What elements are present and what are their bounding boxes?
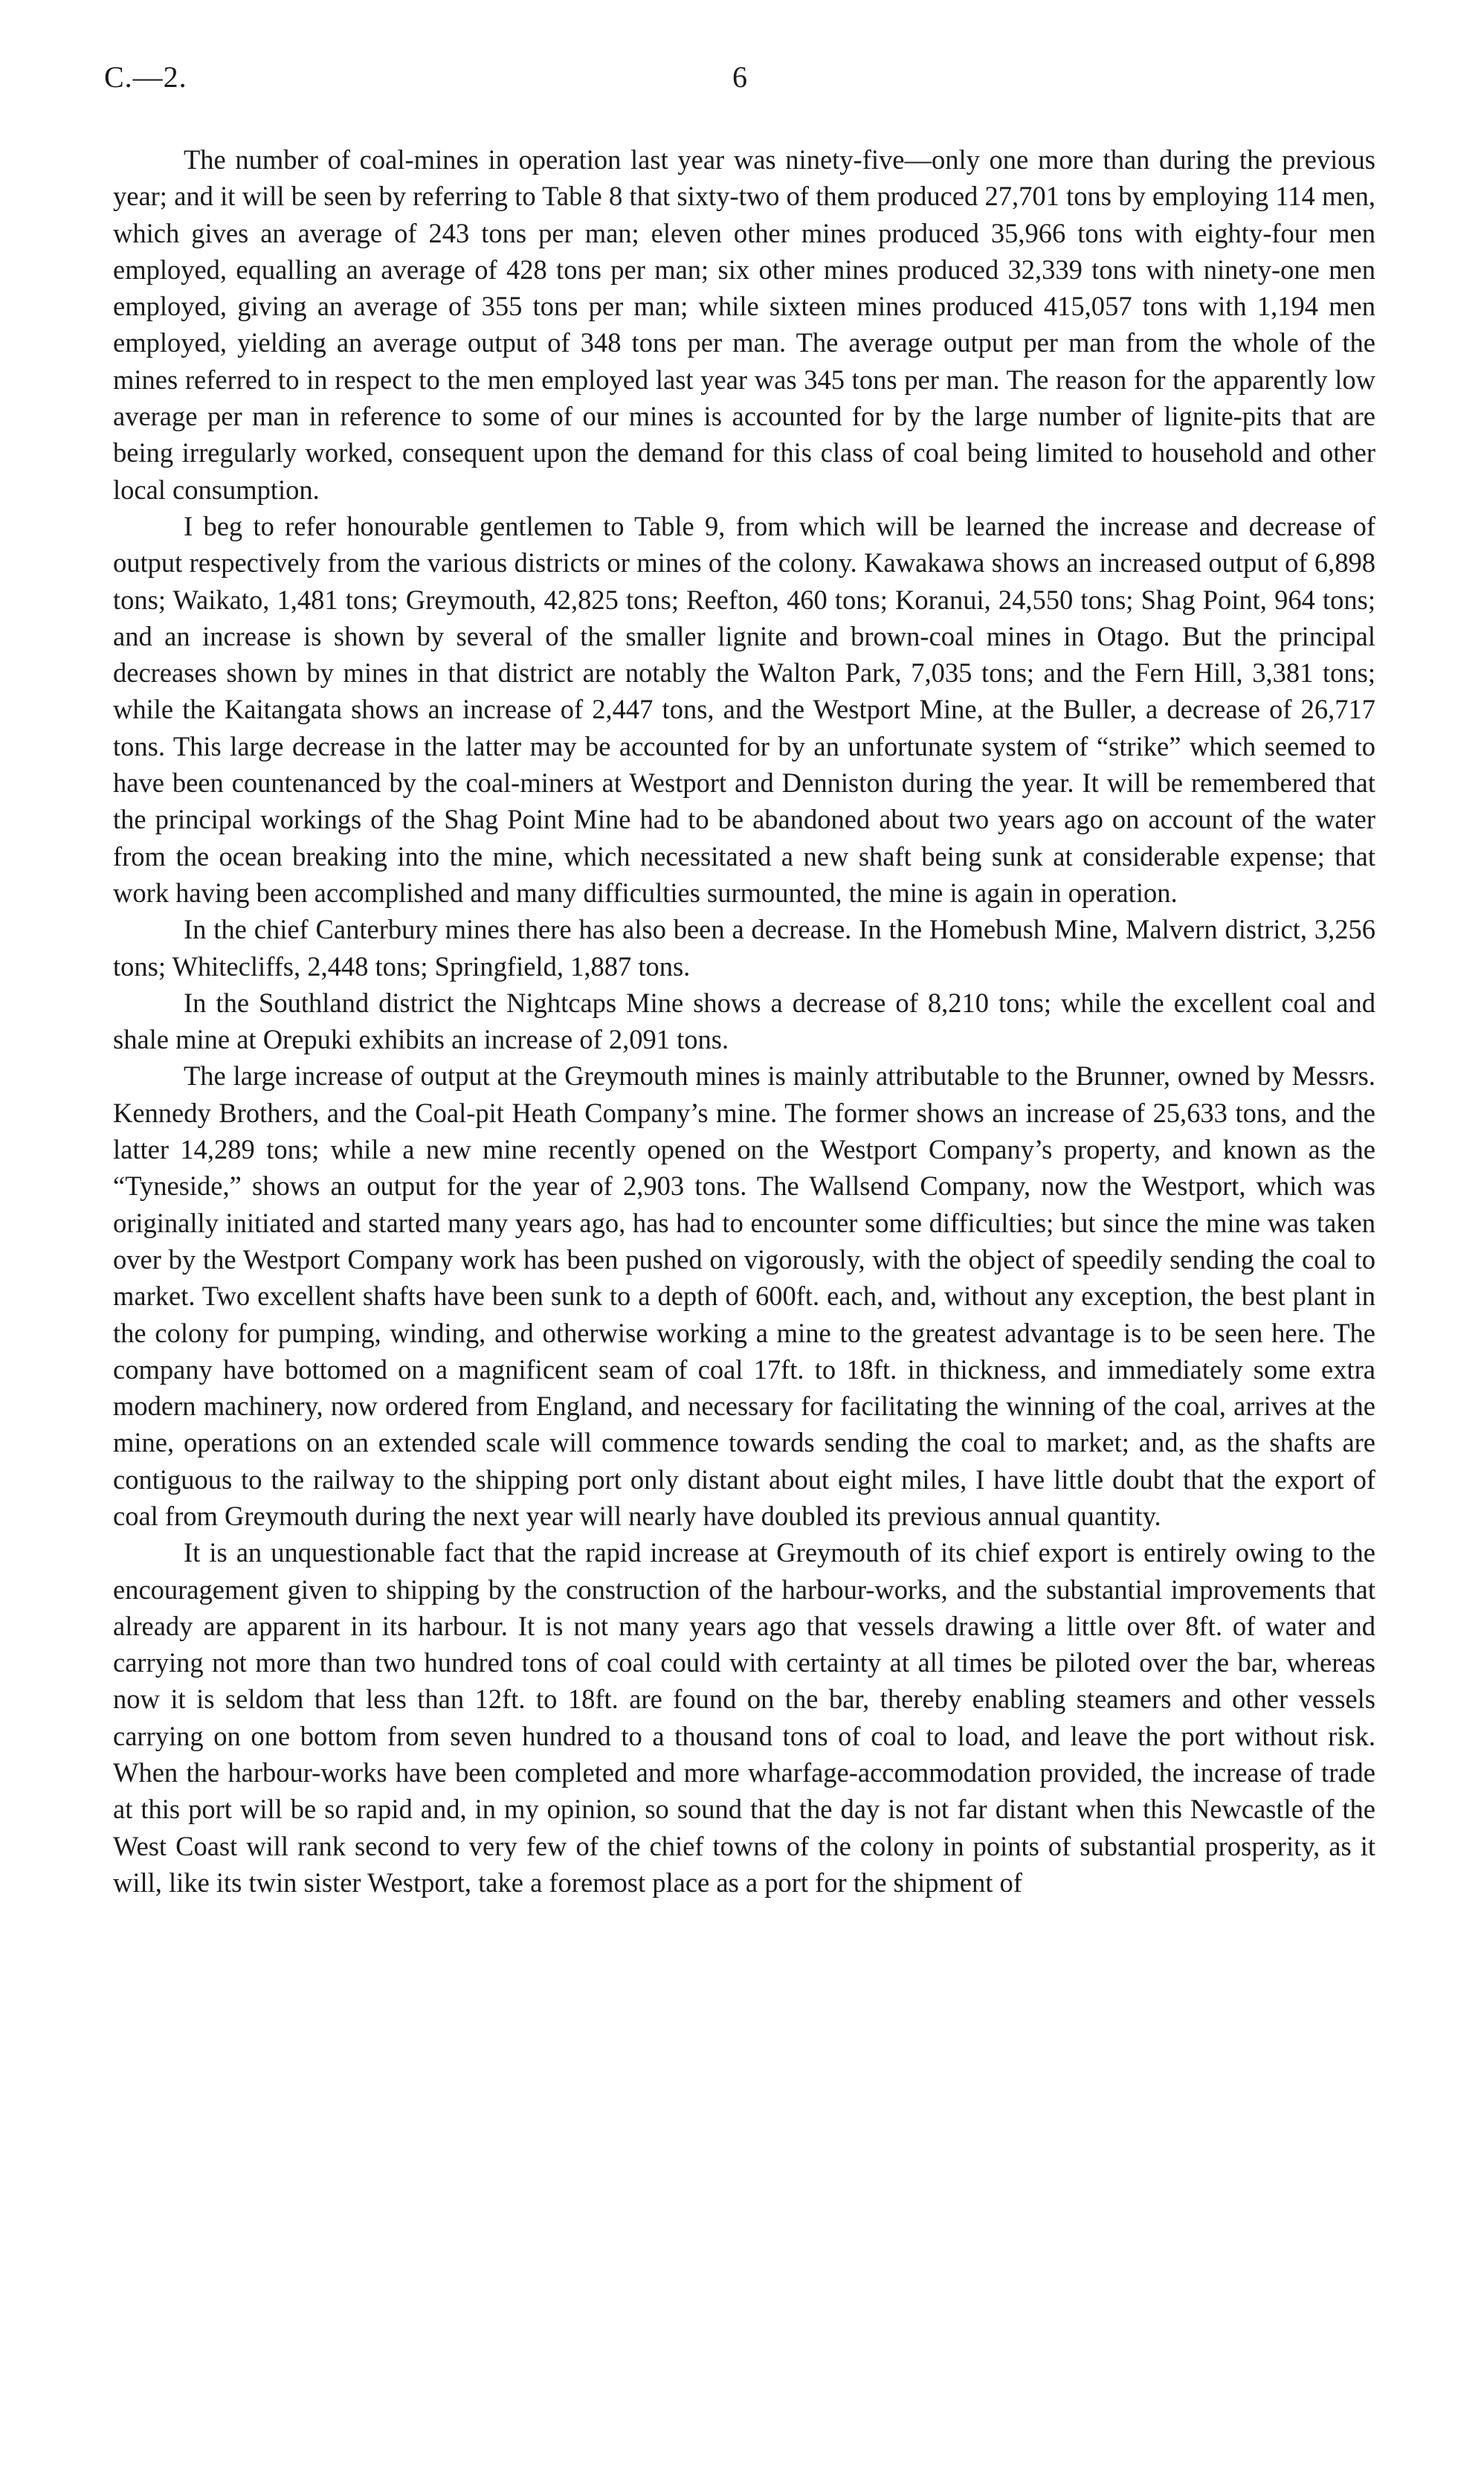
paragraph-output-by-district: I beg to refer honourable gentlemen to Table 9, from which will be learned the increase and decrease of output respectively from the various districts or mines of the colony. Kawakawa shows an increased output of 6,898 tons; Waikato, 1,481 tons; Greymouth, 42,825 tons; Reefton, 460 tons; Koranui, 24,550 tons; Shag Point, 964 tons; and an increase is shown by several of the smaller lignite and brown-coal mines in Otago. But the principal decreases shown by mines in that district are notably the Walton Park, 7,035 tons; and the Fern Hill, 3,381 tons; while the Kaitangata shows an increase of 2,447 tons, and the Westport Mine, at the Buller, a decrease of 26,717 tons. This large decrease in the latter may be accounted for by an unfortunate system of “strike” which seemed to have been countenanced by the coal-miners at Westport and Denniston during the year. It will be remembered that the principal workings of the Shag Point Mine had to be abandoned about two years ago on account of the water from the ocean breaking into the mine, which necessitated a new shaft being sunk at considerable expense; that work having been accomplished and many difficulties surmounted, the mine is again in operation. bbox=[113, 510, 1375, 908]
page-header bbox=[104, 59, 1383, 104]
paragraph-greymouth-increase: The large increase of output at the Greymouth mines is mainly attributable to the Brunner, owned by Messrs. Kennedy Brothers, and the Coal-pit Heath Company’s mine. The former shows an increase of 25,633 tons, and the latter 14,289 tons; while a new mine recently opened on the Westport Company’s property, and known as the “Tyneside,” shows an output for the year of 2,903 tons. The Wallsend Company, now the Westport, which was originally initiated and started many years ago, has had to encounter some difficulties; but since the mine was taken over by the Westport Company work has been pushed on vigorously, with the object of speedily sending the coal to market. Two excellent shafts have been sunk to a depth of 600ft. each, and, without any exception, the best plant in the colony for pumping, winding, and otherwise working a mine to the greatest advantage is to be seen here. The company have bottomed on a magnificent seam of coal 17ft. to 18ft. in thickness, and immediately some extra modern machinery, now ordered from England, and necessary for facilitating the winning of the coal, arrives at the mine, operations on an extended scale will commence towards sending the coal to market; and, as the shafts are contiguous to the railway to the shipping port only distant about eight miles, I have little doubt that the export of coal from Greymouth during the next year will nearly have doubled its previous annual quantity. bbox=[113, 1060, 1375, 1531]
document-reference: C.—2. bbox=[104, 60, 187, 94]
paragraph-coal-mines-count: The number of coal-mines in operation last year was ninety-five—only one more than during the previous year; and it will be seen by referring to Table 8 that sixty-two of them produced 27,701 tons by employing 114 men, which gives an average of 243 tons per man; eleven other mines produced 35,966 tons with eighty-four men employed, equalling an average of 428 tons per man; six other mines produced 32,339 tons with ninety-one men employed, giving an average of 355 tons per man; while sixteen mines produced 415,057 tons with 1,194 men employed, yielding an average output of 348 tons per man. The average output per man from the whole of the mines referred to in respect to the men employed last year was 345 tons per man. The reason for the apparently low average per man in reference to some of our mines is accounted for by the large number of lignite-pits that are being irregularly worked, consequent upon the demand for this class of coal being limited to household and other local consumption. bbox=[113, 144, 1375, 505]
paragraph-southland-district: In the Southland district the Nightcaps Mine shows a decrease of 8,210 tons; while the excellent coal and shale mine at Orepuki exhibits an increase of 2,091 tons. bbox=[113, 987, 1375, 1055]
paragraph-greymouth-harbour: It is an unquestionable fact that the rapid increase at Greymouth of its chief export is entirely owing to the encouragement given to shipping by the construction of the harbour-works, and the substantial improvements that already are apparent in its harbour. It is not many years ago that vessels drawing a little over 8ft. of water and carrying not more than two hundred tons of coal could with certainty at all times be piloted over the bar, whereas now it is seldom that less than 12ft. to 18ft. are found on the bar, thereby enabling steamers and other vessels carrying on one bottom from seven hundred to a thousand tons of coal to load, and leave the port without risk. When the harbour-works have been completed and more wharfage-accommodation provided, the increase of trade at this port will be so rapid and, in my opinion, so sound that the day is not far distant when this Newcastle of the West Coast will rank second to very few of the chief towns of the colony in points of substantial prosperity, as it will, like its twin sister Westport, take a foremost place as a port for the shipment of bbox=[113, 1537, 1375, 1898]
paragraph-canterbury-mines: In the chief Canterbury mines there has also been a decrease. In the Homebush Mine, Malvern district, 3,256 tons; Whitecliffs, 2,448 tons; Springfield, 1,887 tons. bbox=[113, 914, 1375, 982]
body-text bbox=[113, 141, 1375, 1901]
page-number: 6 bbox=[732, 60, 747, 94]
